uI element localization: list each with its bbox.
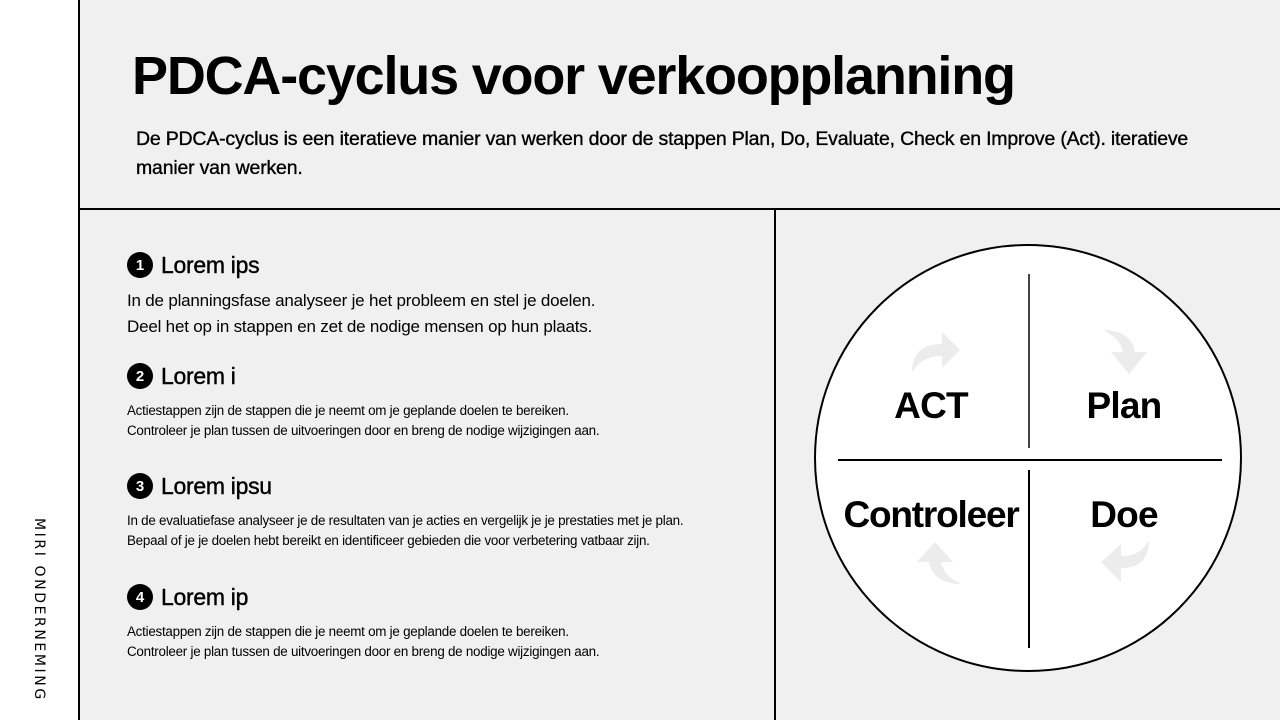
quadrant-label-check: Controleer xyxy=(843,494,1019,535)
step-line: Actiestappen zijn de stappen die je neemt om je geplande doelen te bereiken. xyxy=(127,624,569,639)
side-strip xyxy=(0,0,80,720)
pdca-cycle-diagram xyxy=(814,244,1242,672)
step-title: Lorem ips xyxy=(161,251,260,278)
step-2 xyxy=(127,361,599,441)
step-line: Controleer je plan tussen de uitvoeringen door en breng de nodige wijzigingen aan. xyxy=(127,423,600,438)
step-line: Controleer je plan tussen de uitvoeringen door en breng de nodige wijzigingen aan. xyxy=(127,644,600,659)
step-4 xyxy=(127,582,599,662)
quadrant-label-act: ACT xyxy=(894,385,968,426)
step-description xyxy=(127,401,599,441)
step-title: Lorem i xyxy=(161,362,236,389)
step-description xyxy=(127,622,599,662)
step-description xyxy=(127,511,683,551)
header xyxy=(80,0,1280,210)
step-number-badge: 4 xyxy=(127,584,153,610)
step-title: Lorem ip xyxy=(161,583,249,610)
step-number-badge: 1 xyxy=(127,252,153,278)
quadrant-label-plan: Plan xyxy=(1086,385,1162,426)
quadrant-label-do: Doe xyxy=(1090,494,1158,535)
step-line: In de planningsfase analyseer je het probleem en stel je doelen. xyxy=(127,291,596,310)
step-3 xyxy=(127,471,683,551)
step-line: Actiestappen zijn de stappen die je neemt om je geplande doelen te bereiken. xyxy=(127,403,569,418)
curved-arrow-down-icon xyxy=(1099,326,1155,376)
curved-arrow-right-icon xyxy=(908,326,964,376)
brand-name: MIRI ONDERNEMING xyxy=(31,518,47,702)
step-line: Bepaal of je je doelen hebt bereikt en identificeer gebieden die voor verbetering vatbaar zijn. xyxy=(127,533,650,548)
page-subtitle: De PDCA-cyclus is een iteratieve manier van werken door de stappen Plan, Do, Evaluate, Check en Improve (Act). iteratieve manier van werken. xyxy=(136,128,1189,179)
horizontal-divider xyxy=(838,459,1222,461)
curved-arrow-up-icon xyxy=(909,538,965,588)
step-number-badge: 3 xyxy=(127,473,153,499)
step-title: Lorem ipsu xyxy=(161,472,272,499)
step-1 xyxy=(127,250,595,340)
cycle-panel xyxy=(776,210,1280,720)
step-line: Deel het op in stappen en zet de nodige mensen op hun plaats. xyxy=(127,317,593,336)
step-number-badge: 2 xyxy=(127,363,153,389)
step-line: In de evaluatiefase analyseer je de resultaten van je acties en vergelijk je je prestaties met je plan. xyxy=(127,513,684,528)
step-description xyxy=(127,288,595,340)
steps-panel xyxy=(80,210,776,720)
curved-arrow-left-icon xyxy=(1097,536,1153,586)
page-title: PDCA-cyclus voor verkoopplanning xyxy=(132,46,1015,106)
